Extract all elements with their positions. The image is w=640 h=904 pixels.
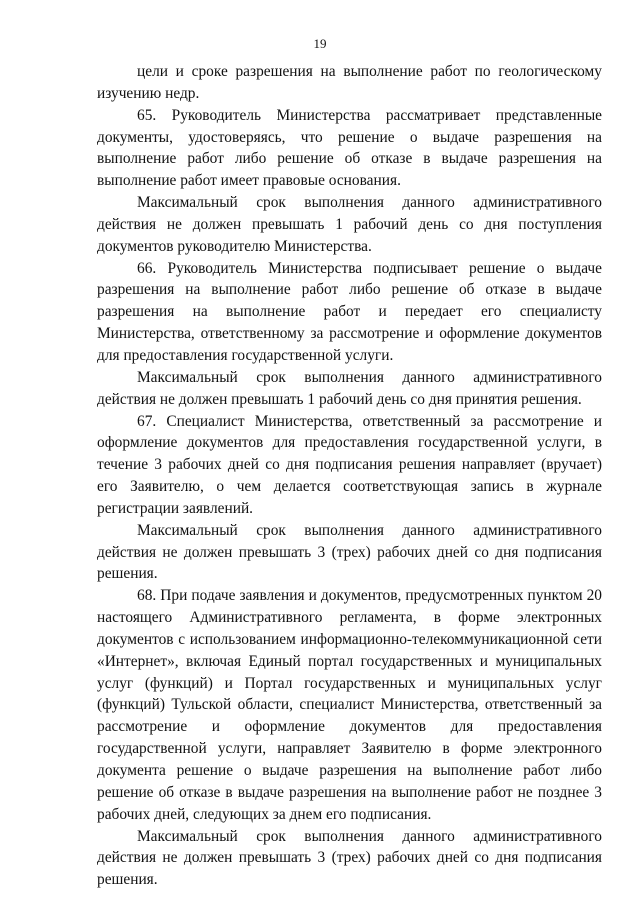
paragraph-66-deadline: Максимальный срок выполнения данного административного действия не должен превышать 1 рабочий день со дня принятия решения. [97, 368, 602, 408]
paragraph-67-deadline: Максимальный срок выполнения данного административного действия не должен превышать 3 (трех) рабочих дней со дня подписания решения. [97, 521, 602, 583]
document-body [97, 61, 602, 891]
paragraph-66: 66. Руководитель Министерства подписывает решение о выдаче разрешения на выполнение работ либо решение об отказе в выдаче разрешения на выполнение работ и передает его специалисту Министерства, ответственному за рассмотрение и оформление документов для предоставления государственной услуги. [97, 259, 602, 364]
paragraph-68-deadline: Максимальный срок выполнения данного административного действия не должен превышать 3 (трех) рабочих дней со дня подписания решения. [97, 827, 602, 889]
paragraph-65-deadline: Максимальный срок выполнения данного административного действия не должен превышать 1 рабочий день со дня поступления документов руководителю Министерства. [97, 194, 602, 255]
page-number: 19 [313, 36, 327, 51]
paragraph-65: 65. Руководитель Министерства рассматривает представленные документы, удостоверяясь, что решение о выдаче разрешения на выполнение работ либо решение об отказе в выдаче разрешения на выполнение работ имеет правовые основания. [97, 106, 602, 190]
paragraph-67: 67. Специалист Министерства, ответственный за рассмотрение и оформление документов для предоставления государственной услуги, в течение 3 рабочих дней со дня подписания решения направляет (вручает) его Заявителю, о чем делается соответствующая запись в журнале регистрации заявлений. [97, 412, 602, 517]
paragraph-68: 68. При подаче заявления и документов, предусмотренных пунктом 20 настоящего Административного регламента, в форме электронных документов с использованием информационно-телекоммуникационной сети «Интернет», включая Единый портал государственных и муниципальных услуг (функций) и Портал государственных и муниципальных услуг (функций) Тульской области, специалист Министерства, ответственный за рассмотрение и оформление документов для предоставления государственной услуги, направляет Заявителю в форме электронного документа решение о выдаче разрешения на выполнение работ либо решение об отказе в выдаче разрешения на выполнение работ не позднее 3 рабочих дней, следующих за днем его подписания. [97, 587, 602, 823]
paragraph-continuation: цели и сроке разрешения на выполнение работ по геологическому изучению недр. [97, 63, 602, 102]
